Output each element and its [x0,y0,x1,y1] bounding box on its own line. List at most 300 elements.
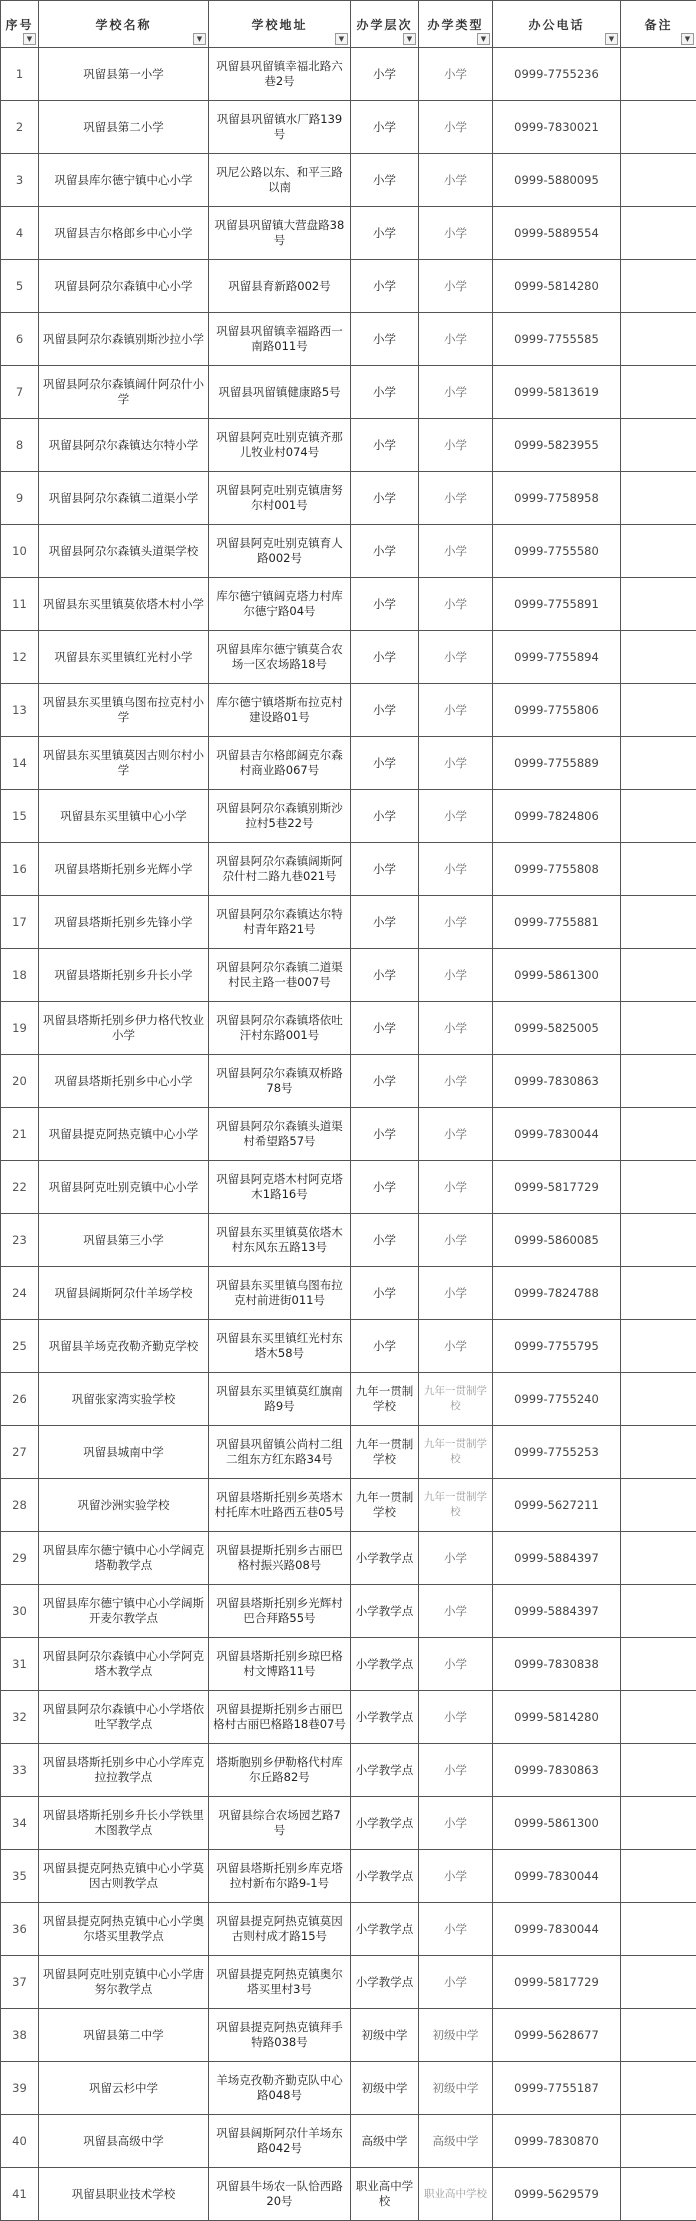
cell-address: 巩留县塔斯托别乡库克塔拉村新布尔路9-1号 [209,1850,351,1903]
cell-address: 巩留县东买里镇莫红旗南路9号 [209,1373,351,1426]
cell-level: 小学 [351,949,419,1002]
cell-note [621,1373,696,1426]
cell-phone: 0999-7755240 [493,1373,621,1426]
cell-note [621,684,696,737]
filter-dropdown-icon[interactable]: ▼ [403,33,416,45]
cell-note [621,843,696,896]
table-row [1,154,696,207]
cell-level: 小学 [351,48,419,101]
table-row [1,1797,696,1850]
table-row [1,525,696,578]
cell-type: 小学 [419,1691,493,1744]
cell-type: 小学 [419,790,493,843]
cell-address: 巩留县巩留镇幸福路西一南路011号 [209,313,351,366]
cell-type: 小学 [419,419,493,472]
cell-school-name: 巩留县提克阿热克镇中心小学 [39,1108,209,1161]
cell-type: 小学 [419,1797,493,1850]
cell-type: 小学 [419,525,493,578]
cell-address: 巩留县阿尕尔森镇达尔特村青年路21号 [209,896,351,949]
cell-type: 初级中学 [419,2062,493,2115]
cell-no: 31 [1,1638,39,1691]
cell-address: 巩留县东买里镇莫依塔木村东风东五路13号 [209,1214,351,1267]
cell-address: 巩留县牛场农一队恰西路20号 [209,2168,351,2221]
cell-type: 小学 [419,631,493,684]
col-header-name [39,1,209,48]
cell-phone: 0999-7755236 [493,48,621,101]
cell-level: 小学教学点 [351,1956,419,2009]
cell-note [621,1956,696,2009]
table-row [1,419,696,472]
cell-school-name: 巩留县库尔德宁镇中心小学 [39,154,209,207]
cell-phone: 0999-7824788 [493,1267,621,1320]
header-label: 办学层次 [356,18,412,32]
table-row [1,1479,696,1532]
cell-phone: 0999-5889554 [493,207,621,260]
cell-note [621,525,696,578]
cell-phone: 0999-5628677 [493,2009,621,2062]
cell-level: 九年一贯制学校 [351,1479,419,1532]
cell-phone: 0999-5627211 [493,1479,621,1532]
cell-note [621,1267,696,1320]
cell-level: 小学 [351,631,419,684]
cell-type: 小学 [419,1267,493,1320]
cell-phone: 0999-7755806 [493,684,621,737]
cell-school-name: 巩留县第二中学 [39,2009,209,2062]
cell-type: 九年一贯制学校 [419,1479,493,1532]
cell-type: 小学 [419,48,493,101]
table-header [1,1,696,48]
table-row [1,48,696,101]
cell-phone: 0999-5817729 [493,1161,621,1214]
table-row [1,631,696,684]
cell-level: 九年一贯制学校 [351,1426,419,1479]
cell-note [621,2062,696,2115]
table-row [1,1426,696,1479]
cell-school-name: 巩留张家湾实验学校 [39,1373,209,1426]
cell-type: 小学 [419,1956,493,2009]
cell-school-name: 巩留县第三小学 [39,1214,209,1267]
cell-address: 巩留县阿尕尔森镇阔斯阿尕什村二路九巷021号 [209,843,351,896]
cell-no: 1 [1,48,39,101]
filter-dropdown-icon[interactable]: ▼ [681,33,694,45]
cell-address: 巩留县阔斯阿尕什羊场东路042号 [209,2115,351,2168]
cell-phone: 0999-5825005 [493,1002,621,1055]
table-row [1,1532,696,1585]
table-row [1,101,696,154]
cell-type: 小学 [419,1903,493,1956]
cell-level: 小学 [351,843,419,896]
cell-address: 巩留县阿克吐别克镇唐努尔村001号 [209,472,351,525]
table-row [1,1267,696,1320]
cell-no: 27 [1,1426,39,1479]
cell-phone: 0999-7755253 [493,1426,621,1479]
cell-address: 巩留县塔斯托别乡琼巴格村文博路11号 [209,1638,351,1691]
cell-type: 小学 [419,207,493,260]
cell-address: 巩留县阿克塔木村阿克塔木1路16号 [209,1161,351,1214]
cell-phone: 0999-7755894 [493,631,621,684]
cell-phone: 0999-5884397 [493,1532,621,1585]
cell-no: 34 [1,1797,39,1850]
cell-address: 巩留县阿尕尔森镇头道渠村希望路57号 [209,1108,351,1161]
cell-level: 小学 [351,260,419,313]
filter-dropdown-icon[interactable]: ▼ [605,33,618,45]
cell-no: 10 [1,525,39,578]
cell-phone: 0999-5823955 [493,419,621,472]
header-label: 序号 [5,18,33,32]
table-row [1,843,696,896]
cell-type: 小学 [419,1320,493,1373]
table-row [1,578,696,631]
cell-address: 巩留县阿尕尔森镇别斯沙拉村5巷22号 [209,790,351,843]
table-row [1,313,696,366]
cell-school-name: 巩留县阿克吐别克镇中心小学 [39,1161,209,1214]
cell-phone: 0999-7758958 [493,472,621,525]
table-row [1,2009,696,2062]
cell-note [621,419,696,472]
cell-school-name: 巩留县阿尕尔森镇头道渠学校 [39,525,209,578]
table-row [1,472,696,525]
cell-level: 小学 [351,419,419,472]
cell-level: 高级中学 [351,2115,419,2168]
cell-phone: 0999-7755795 [493,1320,621,1373]
cell-school-name: 巩留县阿尕尔森镇达尔特小学 [39,419,209,472]
filter-dropdown-icon[interactable]: ▼ [23,33,36,45]
cell-address: 巩留县塔斯托别乡光辉村巴合拜路55号 [209,1585,351,1638]
cell-level: 小学 [351,366,419,419]
cell-level: 小学教学点 [351,1691,419,1744]
table-row [1,1744,696,1797]
table-row [1,790,696,843]
header-label: 备注 [644,18,672,32]
cell-type: 职业高中学校 [419,2168,493,2221]
cell-school-name: 巩留县东买里镇莫因古则尔村小学 [39,737,209,790]
cell-no: 30 [1,1585,39,1638]
cell-school-name: 巩留县阿尕尔森镇中心小学塔依吐罕教学点 [39,1691,209,1744]
cell-level: 小学教学点 [351,1585,419,1638]
cell-school-name: 巩留县城南中学 [39,1426,209,1479]
cell-level: 小学 [351,790,419,843]
header-label: 学校名称 [95,18,151,32]
header-row [1,1,696,48]
table-row [1,1373,696,1426]
cell-no: 20 [1,1055,39,1108]
cell-no: 17 [1,896,39,949]
cell-type: 小学 [419,1161,493,1214]
cell-address: 巩留县巩留镇大营盘路38号 [209,207,351,260]
table-row [1,366,696,419]
cell-school-name: 巩留县塔斯托别乡先锋小学 [39,896,209,949]
col-header-no [1,1,39,48]
cell-address: 巩留县提克阿热克镇奥尔塔买里村3号 [209,1956,351,2009]
cell-no: 33 [1,1744,39,1797]
table-row [1,1320,696,1373]
cell-type: 小学 [419,578,493,631]
cell-phone: 0999-7755580 [493,525,621,578]
table-row [1,1214,696,1267]
cell-type: 小学 [419,1002,493,1055]
cell-school-name: 巩留县库尔德宁镇中心小学阔克塔勒教学点 [39,1532,209,1585]
cell-phone: 0999-7830838 [493,1638,621,1691]
col-header-phone [493,1,621,48]
cell-no: 24 [1,1267,39,1320]
cell-level: 小学 [351,154,419,207]
table-row [1,1055,696,1108]
table-row [1,1903,696,1956]
cell-note [621,154,696,207]
cell-no: 26 [1,1373,39,1426]
cell-level: 小学 [351,472,419,525]
cell-note [621,1108,696,1161]
cell-no: 32 [1,1691,39,1744]
cell-no: 21 [1,1108,39,1161]
cell-address: 巩留县提斯托别乡古丽巴格村古丽巴格路18巷07号 [209,1691,351,1744]
cell-note [621,1002,696,1055]
col-header-type [419,1,493,48]
cell-note [621,1479,696,1532]
cell-school-name: 巩留县阔斯阿尕什羊场学校 [39,1267,209,1320]
cell-school-name: 巩留县东买里镇乌图布拉克村小学 [39,684,209,737]
table-row [1,1161,696,1214]
cell-phone: 0999-5814280 [493,260,621,313]
cell-type: 小学 [419,737,493,790]
cell-level: 小学 [351,313,419,366]
cell-note [621,48,696,101]
cell-note [621,737,696,790]
table-row [1,207,696,260]
cell-type: 小学 [419,1585,493,1638]
cell-school-name: 巩留县阿尕尔森镇二道渠小学 [39,472,209,525]
cell-note [621,1320,696,1373]
cell-level: 小学 [351,525,419,578]
cell-note [621,949,696,1002]
cell-phone: 0999-7755808 [493,843,621,896]
table-row [1,1108,696,1161]
cell-phone: 0999-7830044 [493,1108,621,1161]
cell-type: 初级中学 [419,2009,493,2062]
table-row [1,2062,696,2115]
cell-type: 小学 [419,896,493,949]
cell-note [621,1744,696,1797]
header-label: 办学类型 [427,18,483,32]
table-row [1,896,696,949]
cell-no: 3 [1,154,39,207]
cell-address: 巩留县育新路002号 [209,260,351,313]
cell-address: 巩留县提克阿热克镇拜手特路038号 [209,2009,351,2062]
table-row [1,260,696,313]
cell-phone: 0999-7755891 [493,578,621,631]
table-row [1,2168,696,2221]
cell-phone: 0999-7830870 [493,2115,621,2168]
table-row [1,684,696,737]
cell-no: 19 [1,1002,39,1055]
cell-no: 5 [1,260,39,313]
cell-no: 8 [1,419,39,472]
cell-school-name: 巩留县第二小学 [39,101,209,154]
cell-no: 18 [1,949,39,1002]
cell-phone: 0999-7830044 [493,1903,621,1956]
cell-level: 小学 [351,1161,419,1214]
cell-address: 羊场克孜勒齐勤克队中心路048号 [209,2062,351,2115]
cell-type: 小学 [419,1638,493,1691]
cell-type: 小学 [419,1108,493,1161]
filter-dropdown-icon[interactable]: ▼ [335,33,348,45]
cell-note [621,1161,696,1214]
cell-school-name: 巩留县阿尕尔森镇中心小学阿克塔木教学点 [39,1638,209,1691]
cell-note [621,1532,696,1585]
header-label: 学校地址 [251,18,307,32]
cell-level: 小学 [351,1320,419,1373]
cell-note [621,790,696,843]
cell-school-name: 巩留县塔斯托别乡中心小学 [39,1055,209,1108]
cell-school-name: 巩留县提克阿热克镇中心小学莫因古则教学点 [39,1850,209,1903]
cell-school-name: 巩留沙洲实验学校 [39,1479,209,1532]
cell-note [621,207,696,260]
cell-note [621,1214,696,1267]
cell-note [621,366,696,419]
cell-note [621,1055,696,1108]
cell-address: 巩留县东买里镇乌图布拉克村前进街011号 [209,1267,351,1320]
cell-phone: 0999-5880095 [493,154,621,207]
cell-type: 小学 [419,101,493,154]
cell-note [621,260,696,313]
table-row [1,1956,696,2009]
cell-level: 九年一贯制学校 [351,1373,419,1426]
cell-no: 23 [1,1214,39,1267]
cell-level: 小学教学点 [351,1903,419,1956]
cell-phone: 0999-7755187 [493,2062,621,2115]
cell-level: 小学 [351,1267,419,1320]
cell-no: 40 [1,2115,39,2168]
filter-dropdown-icon[interactable]: ▼ [193,33,206,45]
cell-level: 小学 [351,1002,419,1055]
cell-phone: 0999-5860085 [493,1214,621,1267]
cell-school-name: 巩留县东买里镇红光村小学 [39,631,209,684]
cell-note [621,631,696,684]
cell-no: 39 [1,2062,39,2115]
cell-note [621,896,696,949]
table-row [1,1002,696,1055]
cell-school-name: 巩留县塔斯托别乡光辉小学 [39,843,209,896]
cell-address: 巩留县巩留镇幸福北路六巷2号 [209,48,351,101]
cell-address: 巩留县东买里镇红光村东塔木58号 [209,1320,351,1373]
cell-level: 初级中学 [351,2009,419,2062]
cell-address: 巩留县巩留镇水厂路139号 [209,101,351,154]
cell-address: 巩留县阿尕尔森镇双桥路78号 [209,1055,351,1108]
cell-level: 小学 [351,207,419,260]
cell-note [621,2009,696,2062]
cell-no: 12 [1,631,39,684]
cell-no: 25 [1,1320,39,1373]
cell-school-name: 巩留县库尔德宁镇中心小学阔斯开麦尔教学点 [39,1585,209,1638]
cell-note [621,1638,696,1691]
cell-school-name: 巩留县职业技术学校 [39,2168,209,2221]
cell-no: 13 [1,684,39,737]
cell-phone: 0999-7755585 [493,313,621,366]
cell-phone: 0999-5861300 [493,1797,621,1850]
cell-school-name: 巩留县羊场克孜勒齐勤克学校 [39,1320,209,1373]
filter-dropdown-icon[interactable]: ▼ [477,33,490,45]
cell-note [621,1797,696,1850]
cell-phone: 0999-5629579 [493,2168,621,2221]
cell-address: 巩留县吉尔格郎阔克尔森村商业路067号 [209,737,351,790]
cell-note [621,1903,696,1956]
cell-school-name: 巩留县提克阿热克镇中心小学奥尔塔买里教学点 [39,1903,209,1956]
cell-type: 小学 [419,684,493,737]
cell-address: 巩留县阿尕尔森镇塔依吐汗村东路001号 [209,1002,351,1055]
cell-school-name: 巩留县吉尔格郎乡中心小学 [39,207,209,260]
col-header-address [209,1,351,48]
header-label: 办公电话 [528,18,584,32]
cell-no: 7 [1,366,39,419]
cell-no: 14 [1,737,39,790]
cell-level: 小学教学点 [351,1797,419,1850]
cell-phone: 0999-5884397 [493,1585,621,1638]
cell-school-name: 巩留县塔斯托别乡伊力格代牧业小学 [39,1002,209,1055]
cell-school-name: 巩留县阿尕尔森镇阔什阿尕什小学 [39,366,209,419]
cell-note [621,1585,696,1638]
cell-phone: 0999-7824806 [493,790,621,843]
table-row [1,1691,696,1744]
cell-type: 小学 [419,260,493,313]
cell-level: 职业高中学校 [351,2168,419,2221]
cell-no: 11 [1,578,39,631]
cell-level: 小学 [351,1108,419,1161]
table-row [1,2115,696,2168]
cell-phone: 0999-7830044 [493,1850,621,1903]
cell-address: 巩留县巩留镇公尚村二组二组东方红东路34号 [209,1426,351,1479]
cell-note [621,2168,696,2221]
cell-address: 巩留县阿克吐别克镇育人路002号 [209,525,351,578]
cell-no: 38 [1,2009,39,2062]
cell-level: 小学教学点 [351,1744,419,1797]
cell-type: 小学 [419,1744,493,1797]
table-row [1,949,696,1002]
cell-school-name: 巩留县第一小学 [39,48,209,101]
cell-type: 小学 [419,949,493,1002]
cell-phone: 0999-5861300 [493,949,621,1002]
cell-type: 小学 [419,313,493,366]
cell-no: 41 [1,2168,39,2221]
cell-address: 巩留县提克阿热克镇莫因古则村成才路15号 [209,1903,351,1956]
cell-note [621,1691,696,1744]
cell-level: 初级中学 [351,2062,419,2115]
cell-address: 巩留县阿克吐别克镇齐那儿牧业村074号 [209,419,351,472]
cell-school-name: 巩留云杉中学 [39,2062,209,2115]
cell-note [621,101,696,154]
cell-type: 小学 [419,472,493,525]
cell-level: 小学教学点 [351,1532,419,1585]
cell-address: 巩留县阿尕尔森镇二道渠村民主路一巷007号 [209,949,351,1002]
cell-no: 37 [1,1956,39,2009]
cell-address: 库尔德宁镇塔斯布拉克村建设路01号 [209,684,351,737]
cell-type: 小学 [419,366,493,419]
cell-phone: 0999-7830863 [493,1744,621,1797]
col-header-level [351,1,419,48]
cell-address: 巩尼公路以东、和平三路以南 [209,154,351,207]
cell-phone: 0999-7755881 [493,896,621,949]
cell-school-name: 巩留县阿克吐别克镇中心小学唐努尔教学点 [39,1956,209,2009]
cell-no: 28 [1,1479,39,1532]
cell-school-name: 巩留县东买里镇中心小学 [39,790,209,843]
cell-address: 巩留县巩留镇健康路5号 [209,366,351,419]
table-row [1,1638,696,1691]
cell-phone: 0999-5813619 [493,366,621,419]
cell-type: 九年一贯制学校 [419,1373,493,1426]
cell-address: 库尔德宁镇阔克塔力村库尔德宁路04号 [209,578,351,631]
cell-address: 巩留县综合农场园艺路7号 [209,1797,351,1850]
cell-type: 小学 [419,1532,493,1585]
cell-address: 巩留县塔斯托别乡英塔木村托库木吐路西五巷05号 [209,1479,351,1532]
